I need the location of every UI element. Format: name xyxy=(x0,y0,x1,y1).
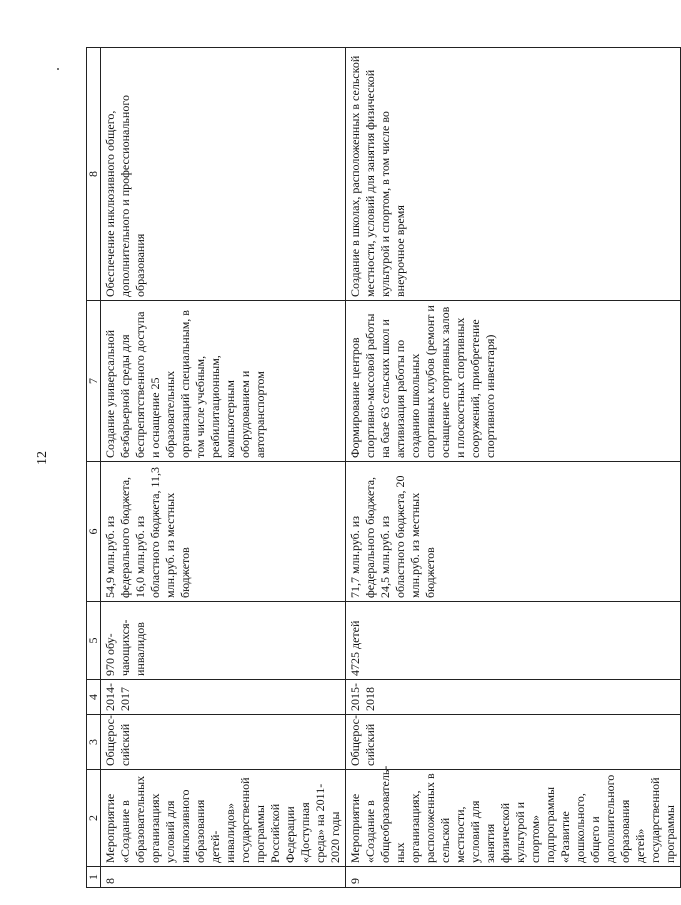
activity-cell: Мероприятие «Создание в образовательных организациях условий для инклюзивного образования детей-инвалидов» государственной программы Российской Федерации «Доступная среда» на 2011-2020 годы xyxy=(101,770,346,867)
activity-cell: Мероприятие «Создание в общеобразователь-ных организациях, расположенных в сельской местности, условий для занятия физической культурой и спортом» подпрограммы «Развитие дошкольного, общего и дополнительного образования детей» государственной программы xyxy=(346,770,681,867)
level-cell: Общерос-сийский xyxy=(346,715,681,770)
period-cell: 2014-2017 xyxy=(101,680,346,715)
page-number: 12 xyxy=(35,451,50,465)
table-row xyxy=(101,48,346,888)
program-table xyxy=(86,47,681,888)
header-cell: 7 xyxy=(87,301,101,462)
rotated-table-container xyxy=(86,55,677,888)
table-row xyxy=(346,48,681,888)
level-cell: Общерос-сийский xyxy=(101,715,346,770)
actions-cell: Создание универсальной безбарьерной среды для беспрепятственного доступа и оснащение 25 образовательных организаций специальным, в том числе учебным, реабилитационным, компьютерным оборудованием и автотранспортом xyxy=(101,301,346,462)
result-cell: Обеспечение инклюзивного общего, дополнительного и профессионального образования xyxy=(101,48,346,301)
header-cell: 1 xyxy=(87,867,101,888)
period-cell: 2015-2018 xyxy=(346,680,681,715)
beneficiaries-cell: 4725 детей xyxy=(346,602,681,680)
header-cell: 6 xyxy=(87,462,101,602)
scan-speck xyxy=(57,68,59,70)
funding-cell: 54,9 млн.руб. из федерального бюджета, 16,0 млн.руб. из областного бюджета, 11,3 млн.руб. из местных бюджетов xyxy=(101,462,346,602)
funding-cell: 71,7 млн.руб. из федерального бюджета, 24,5 млн.руб. из областного бюджета, 20 млн.руб. из местных бюджетов xyxy=(346,462,681,602)
header-cell: 2 xyxy=(87,770,101,867)
actions-cell: Формирование центров спортивно-массовой работы на базе 63 сельских школ и активизация работы по созданию школьных спортивных клубов (ремонт и оснащение спортивных залов и плоскостных спортивных сооружений, приобретение спортивного инвентаря) xyxy=(346,301,681,462)
header-cell: 3 xyxy=(87,715,101,770)
row-number: 8 xyxy=(101,867,346,888)
row-number: 9 xyxy=(346,867,681,888)
result-cell: Создание в школах, расположенных в сельской местности, условий для занятия физической культурой и спортом, в том числе во внеурочное время xyxy=(346,48,681,301)
beneficiaries-cell: 970 обу-чающихся-инвалидов xyxy=(101,602,346,680)
header-cell: 4 xyxy=(87,680,101,715)
header-cell: 5 xyxy=(87,602,101,680)
header-cell: 8 xyxy=(87,48,101,301)
header-row xyxy=(87,48,101,888)
